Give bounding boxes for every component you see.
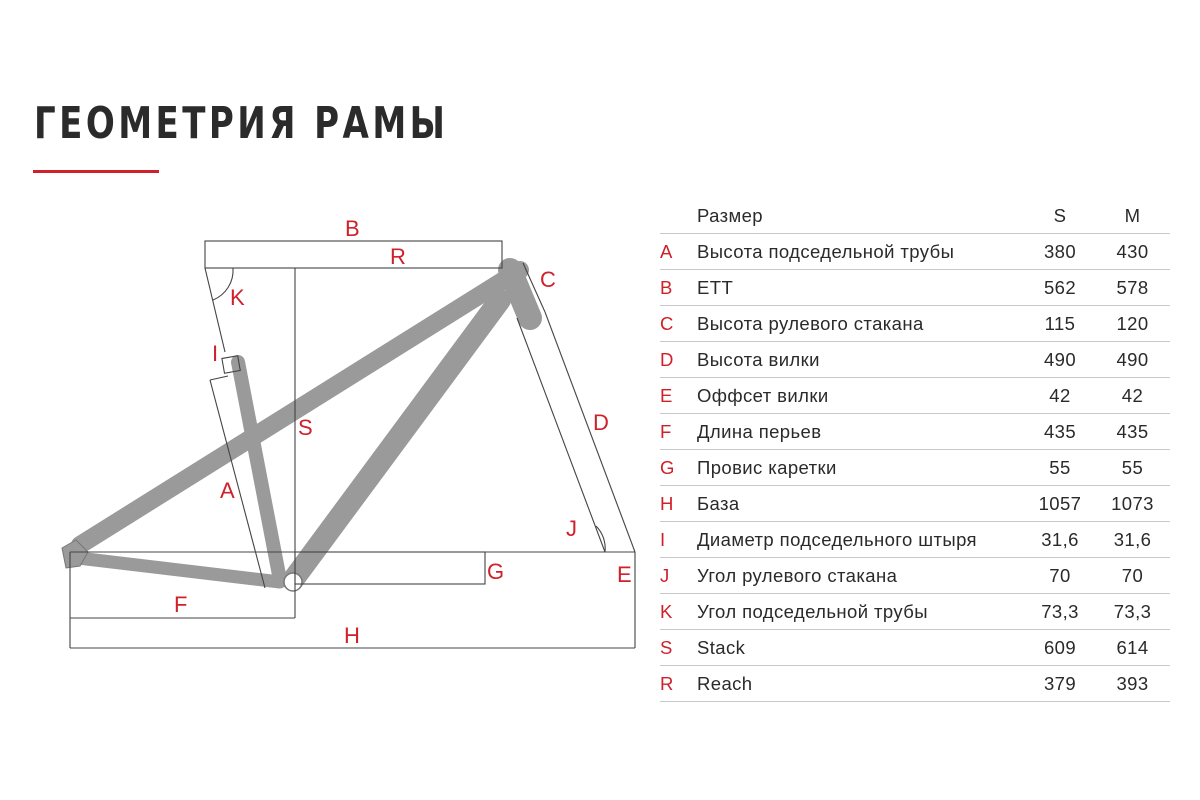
table-row [660, 234, 1170, 270]
row-letter: C [660, 306, 697, 342]
row-name: Stack [697, 630, 1025, 666]
table-row [660, 414, 1170, 450]
label-k: K [230, 285, 245, 310]
row-value-s: 42 [1025, 378, 1095, 414]
row-value-s: 70 [1025, 558, 1095, 594]
dim-k-line [205, 268, 225, 352]
dim-d-line2 [517, 318, 605, 552]
row-name: База [697, 486, 1025, 522]
label-e: E [617, 562, 632, 587]
row-name: Длина перьев [697, 414, 1025, 450]
header-letter-cell [660, 198, 697, 234]
row-letter: B [660, 270, 697, 306]
row-name: Оффсет вилки [697, 378, 1025, 414]
table-row [660, 666, 1170, 702]
bottom-bracket [284, 573, 302, 591]
row-letter: E [660, 378, 697, 414]
table-row [660, 306, 1170, 342]
row-name: Провис каретки [697, 450, 1025, 486]
label-d: D [593, 410, 609, 435]
table-row [660, 342, 1170, 378]
row-value-m: 31,6 [1095, 522, 1170, 558]
row-value-m: 55 [1095, 450, 1170, 486]
table-row [660, 486, 1170, 522]
table-header-row [660, 198, 1170, 234]
row-value-m: 614 [1095, 630, 1170, 666]
row-value-s: 115 [1025, 306, 1095, 342]
table-row [660, 630, 1170, 666]
row-value-m: 393 [1095, 666, 1170, 702]
header-size-s: S [1025, 198, 1095, 234]
row-value-m: 435 [1095, 414, 1170, 450]
row-value-s: 609 [1025, 630, 1095, 666]
row-letter: A [660, 234, 697, 270]
head-tube [510, 270, 530, 318]
row-name: Угол рулевого стакана [697, 558, 1025, 594]
row-value-m: 70 [1095, 558, 1170, 594]
header-size-m: M [1095, 198, 1170, 234]
row-value-m: 120 [1095, 306, 1170, 342]
row-name: Высота подседельной трубы [697, 234, 1025, 270]
geometry-table [660, 198, 1170, 702]
row-value-m: 578 [1095, 270, 1170, 306]
dim-b-box [205, 241, 502, 268]
row-name: ETT [697, 270, 1025, 306]
row-letter: H [660, 486, 697, 522]
row-value-m: 490 [1095, 342, 1170, 378]
table-row [660, 378, 1170, 414]
page-title: ГЕОМЕТРИЯ РАМЫ [34, 98, 449, 149]
table-row [660, 450, 1170, 486]
row-letter: D [660, 342, 697, 378]
row-name: Диаметр подседельного штыря [697, 522, 1025, 558]
chainstay [78, 558, 280, 582]
row-value-s: 31,6 [1025, 522, 1095, 558]
label-h: H [344, 623, 360, 648]
label-c: C [540, 267, 556, 292]
row-letter: S [660, 630, 697, 666]
top-tube [80, 270, 520, 545]
row-name: Reach [697, 666, 1025, 702]
label-r: R [390, 244, 406, 269]
label-s: S [298, 415, 313, 440]
table-row [660, 594, 1170, 630]
row-value-m: 42 [1095, 378, 1170, 414]
table-row [660, 558, 1170, 594]
row-value-s: 73,3 [1025, 594, 1095, 630]
row-value-s: 435 [1025, 414, 1095, 450]
label-b: B [345, 216, 360, 241]
row-value-s: 490 [1025, 342, 1095, 378]
row-value-s: 380 [1025, 234, 1095, 270]
header-size-label: Размер [697, 198, 1025, 234]
label-f: F [174, 592, 188, 617]
label-a: A [220, 478, 235, 503]
row-letter: F [660, 414, 697, 450]
row-name: Высота вилки [697, 342, 1025, 378]
row-value-s: 55 [1025, 450, 1095, 486]
table-row [660, 270, 1170, 306]
row-value-m: 430 [1095, 234, 1170, 270]
dimension-lines [70, 241, 635, 648]
row-value-s: 562 [1025, 270, 1095, 306]
row-letter: I [660, 522, 697, 558]
label-g: G [487, 559, 505, 584]
bike-frame [62, 270, 530, 591]
row-value-m: 73,3 [1095, 594, 1170, 630]
label-i: I [212, 341, 219, 366]
row-value-m: 1073 [1095, 486, 1170, 522]
dim-d-line1 [545, 312, 635, 552]
row-letter: J [660, 558, 697, 594]
label-j: J [566, 516, 577, 541]
row-letter: R [660, 666, 697, 702]
row-letter: K [660, 594, 697, 630]
table-row [660, 522, 1170, 558]
row-name: Высота рулевого стакана [697, 306, 1025, 342]
row-letter: G [660, 450, 697, 486]
row-name: Угол подседельной трубы [697, 594, 1025, 630]
dim-a-line2 [210, 376, 228, 380]
seat-tube [238, 362, 280, 580]
row-value-s: 379 [1025, 666, 1095, 702]
row-value-s: 1057 [1025, 486, 1095, 522]
